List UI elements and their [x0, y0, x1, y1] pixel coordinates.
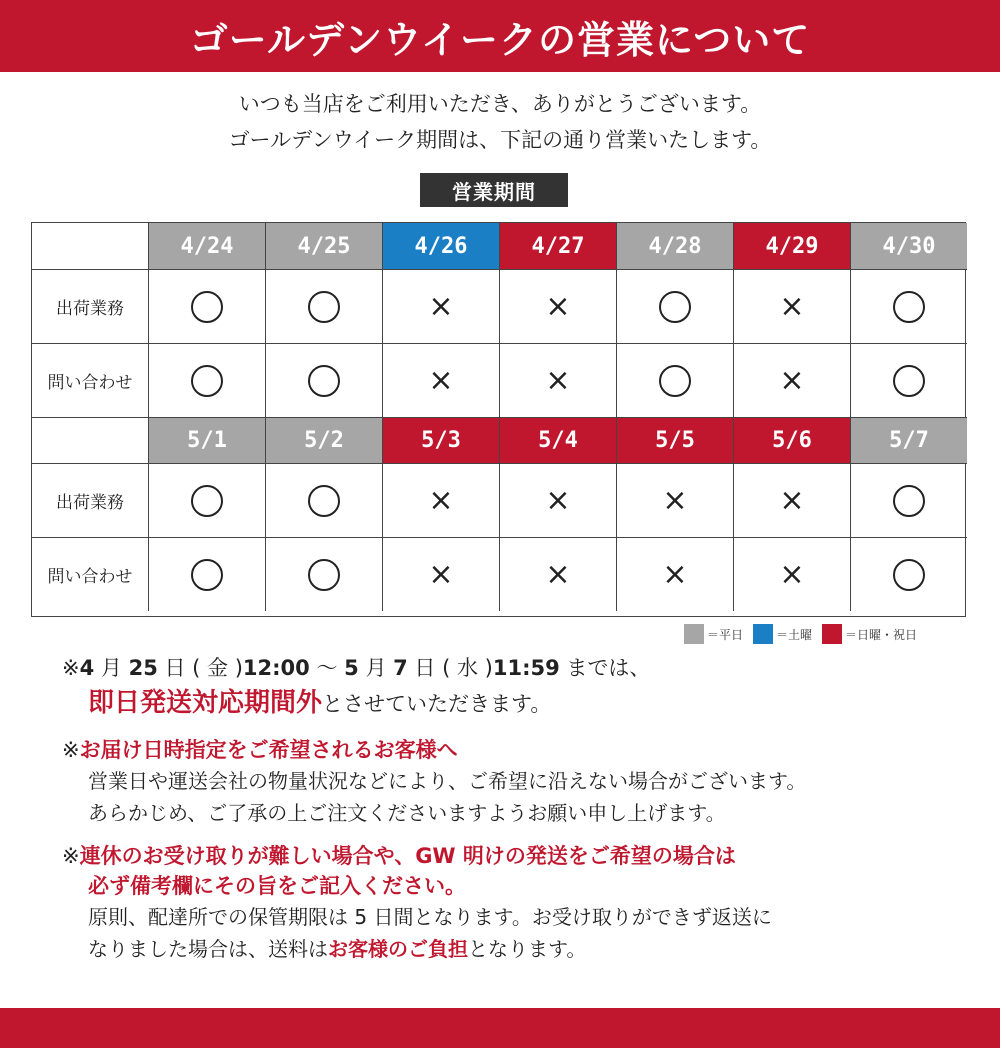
closed-cross-icon: ×: [662, 556, 688, 592]
legend-saturday-label: ＝土曜: [776, 627, 813, 642]
date-cell: 4/27: [499, 223, 616, 269]
inquiry-status-cell: [733, 538, 850, 611]
inquiry-status-cell: [616, 538, 733, 611]
inquiry-status-cell: [265, 538, 382, 611]
date-header-row: [32, 417, 967, 463]
open-circle-icon: [893, 365, 925, 397]
open-circle-icon: [191, 485, 223, 517]
shipping-status-cell: [733, 464, 850, 537]
delivery-date-note-body: [62, 765, 962, 829]
inquiry-status-cell: [499, 344, 616, 417]
shipping-status-cell: [265, 464, 382, 537]
closed-cross-icon: ×: [428, 288, 454, 324]
date-cell: 5/4: [499, 418, 616, 463]
date-cell: 4/25: [265, 223, 382, 269]
inquiry-status-cell: [148, 344, 265, 417]
open-circle-icon: [308, 559, 340, 591]
inquiry-status-cell: [850, 538, 967, 611]
shipping-status-cell: [265, 270, 382, 343]
notices: [62, 652, 962, 965]
inquiry-status-cell: [850, 344, 967, 417]
date-cell: 5/7: [850, 418, 967, 463]
month-label: 月: [358, 656, 394, 680]
shipping-status-cell: [733, 270, 850, 343]
closed-cross-icon: ×: [779, 362, 805, 398]
color-legend: [684, 624, 927, 644]
shipping-status-cell: [382, 270, 499, 343]
closed-cross-icon: ×: [428, 482, 454, 518]
inquiry-status-cell: [382, 538, 499, 611]
header-blank-cell: [32, 418, 148, 463]
weekday-swatch: [684, 624, 704, 644]
holiday-receipt-note-heading: [62, 841, 962, 901]
business-schedule-table: [31, 222, 966, 617]
open-circle-icon: [191, 291, 223, 323]
date-cell: 5/3: [382, 418, 499, 463]
date-cell: 4/24: [148, 223, 265, 269]
date-cell: 4/29: [733, 223, 850, 269]
range-separator: ～: [309, 656, 345, 680]
date-cell: 4/30: [850, 223, 967, 269]
saturday-swatch: [753, 624, 773, 644]
start-day: 25: [128, 656, 158, 680]
inquiry-status-cell: [382, 344, 499, 417]
inquiry-status-cell: [265, 344, 382, 417]
holiday-receipt-heading-2: 必ず備考欄にその旨をご記入ください。: [88, 874, 466, 898]
shipping-status-cell: [850, 464, 967, 537]
holiday-receipt-body-2: [88, 933, 962, 965]
intro-line-1: いつも当店をご利用いただき、ありがとうございます。: [238, 92, 762, 116]
open-circle-icon: [191, 559, 223, 591]
end-weekday: 日 ( 水 ): [407, 656, 493, 680]
closed-cross-icon: ×: [662, 482, 688, 518]
shipping-row-label: 出荷業務: [56, 299, 124, 319]
inquiry-status-cell: [616, 344, 733, 417]
shipping-status-cell: [382, 464, 499, 537]
open-circle-icon: [191, 365, 223, 397]
date-cell: 4/26: [382, 223, 499, 269]
out-of-same-day-shipping: 即日発送対応期間外: [88, 688, 323, 718]
date-header-row: [32, 223, 967, 269]
inquiry-row: [32, 537, 967, 611]
date-cell: 5/5: [616, 418, 733, 463]
inquiry-row-label: 問い合わせ: [47, 567, 133, 587]
holiday-receipt-heading-1: 連休のお受け取りが難しい場合や、GW 明けの発送をご希望の場合は: [79, 844, 736, 868]
open-circle-icon: [308, 291, 340, 323]
same-day-shipping-note: [62, 652, 962, 684]
legend-weekday: [684, 624, 743, 644]
end-time: 11:59: [492, 656, 560, 680]
footer-bar: [0, 1008, 1000, 1048]
note-mark: ※: [62, 656, 80, 680]
body2-pre: なりました場合は、送料は: [88, 937, 328, 961]
date-cell: 5/1: [148, 418, 265, 463]
closed-cross-icon: ×: [779, 288, 805, 324]
inquiry-status-cell: [499, 538, 616, 611]
delivery-date-heading: お届け日時指定をご希望されるお客様へ: [79, 738, 458, 762]
legend-holiday-label: ＝日曜・祝日: [845, 627, 918, 642]
open-circle-icon: [659, 365, 691, 397]
closed-cross-icon: ×: [545, 556, 571, 592]
shipping-row: [32, 463, 967, 537]
closed-cross-icon: ×: [545, 288, 571, 324]
inquiry-status-cell: [148, 538, 265, 611]
open-circle-icon: [893, 559, 925, 591]
closed-cross-icon: ×: [779, 556, 805, 592]
same-day-shipping-note-line2: [62, 684, 962, 723]
open-circle-icon: [893, 291, 925, 323]
legend-holiday: [822, 624, 917, 644]
shipping-status-cell: [148, 464, 265, 537]
holiday-swatch: [822, 624, 842, 644]
closed-cross-icon: ×: [428, 556, 454, 592]
month-label: 月: [94, 656, 129, 680]
date-cell: 5/2: [265, 418, 382, 463]
intro-line-2: ゴールデンウイーク期間は、下記の通り営業いたします。: [228, 128, 772, 152]
page-title: ゴールデンウイークの営業について: [0, 0, 1000, 72]
intro-text: [0, 86, 1000, 158]
business-period-label: 営業期間: [420, 173, 568, 207]
delivery-date-note-heading: [62, 735, 962, 765]
customer-burden: お客様のご負担: [328, 937, 468, 961]
delivery-date-body-2: あらかじめ、ご了承の上ご注文くださいますようお願い申し上げます。: [88, 801, 726, 825]
delivery-date-body-1: 営業日や運送会社の物量状況などにより、ご希望に沿えない場合がございます。: [88, 769, 807, 793]
shipping-status-cell: [499, 270, 616, 343]
inquiry-row: [32, 343, 967, 417]
note-mark: ※: [62, 844, 80, 868]
holiday-receipt-body-1: 原則、配達所での保管期限は 5 日間となります。お受け取りができず返送に: [88, 905, 772, 929]
open-circle-icon: [893, 485, 925, 517]
shipping-row: [32, 269, 967, 343]
date-cell: 5/6: [733, 418, 850, 463]
start-weekday: 日 ( 金 ): [157, 656, 243, 680]
legend-saturday: [753, 624, 812, 644]
open-circle-icon: [659, 291, 691, 323]
shipping-status-cell: [850, 270, 967, 343]
shipping-status-cell: [499, 464, 616, 537]
open-circle-icon: [308, 485, 340, 517]
body2-post: となります。: [468, 937, 587, 961]
header-blank-cell: [32, 223, 148, 269]
note-mark: ※: [62, 738, 80, 762]
closed-cross-icon: ×: [779, 482, 805, 518]
holiday-receipt-note-body: [62, 901, 962, 965]
until-text: までは、: [559, 656, 651, 680]
start-time: 12:00: [242, 656, 310, 680]
inquiry-status-cell: [733, 344, 850, 417]
closed-cross-icon: ×: [545, 362, 571, 398]
start-month: 4: [79, 656, 95, 680]
shipping-status-cell: [616, 464, 733, 537]
note-tail: とさせていただきます。: [322, 692, 552, 716]
legend-weekday-label: ＝平日: [707, 627, 744, 642]
closed-cross-icon: ×: [545, 482, 571, 518]
shipping-row-label: 出荷業務: [56, 493, 124, 513]
inquiry-row-label: 問い合わせ: [47, 373, 133, 393]
shipping-status-cell: [616, 270, 733, 343]
end-month: 5: [344, 656, 359, 680]
closed-cross-icon: ×: [428, 362, 454, 398]
shipping-status-cell: [148, 270, 265, 343]
open-circle-icon: [308, 365, 340, 397]
date-cell: 4/28: [616, 223, 733, 269]
end-day: 7: [393, 656, 408, 680]
